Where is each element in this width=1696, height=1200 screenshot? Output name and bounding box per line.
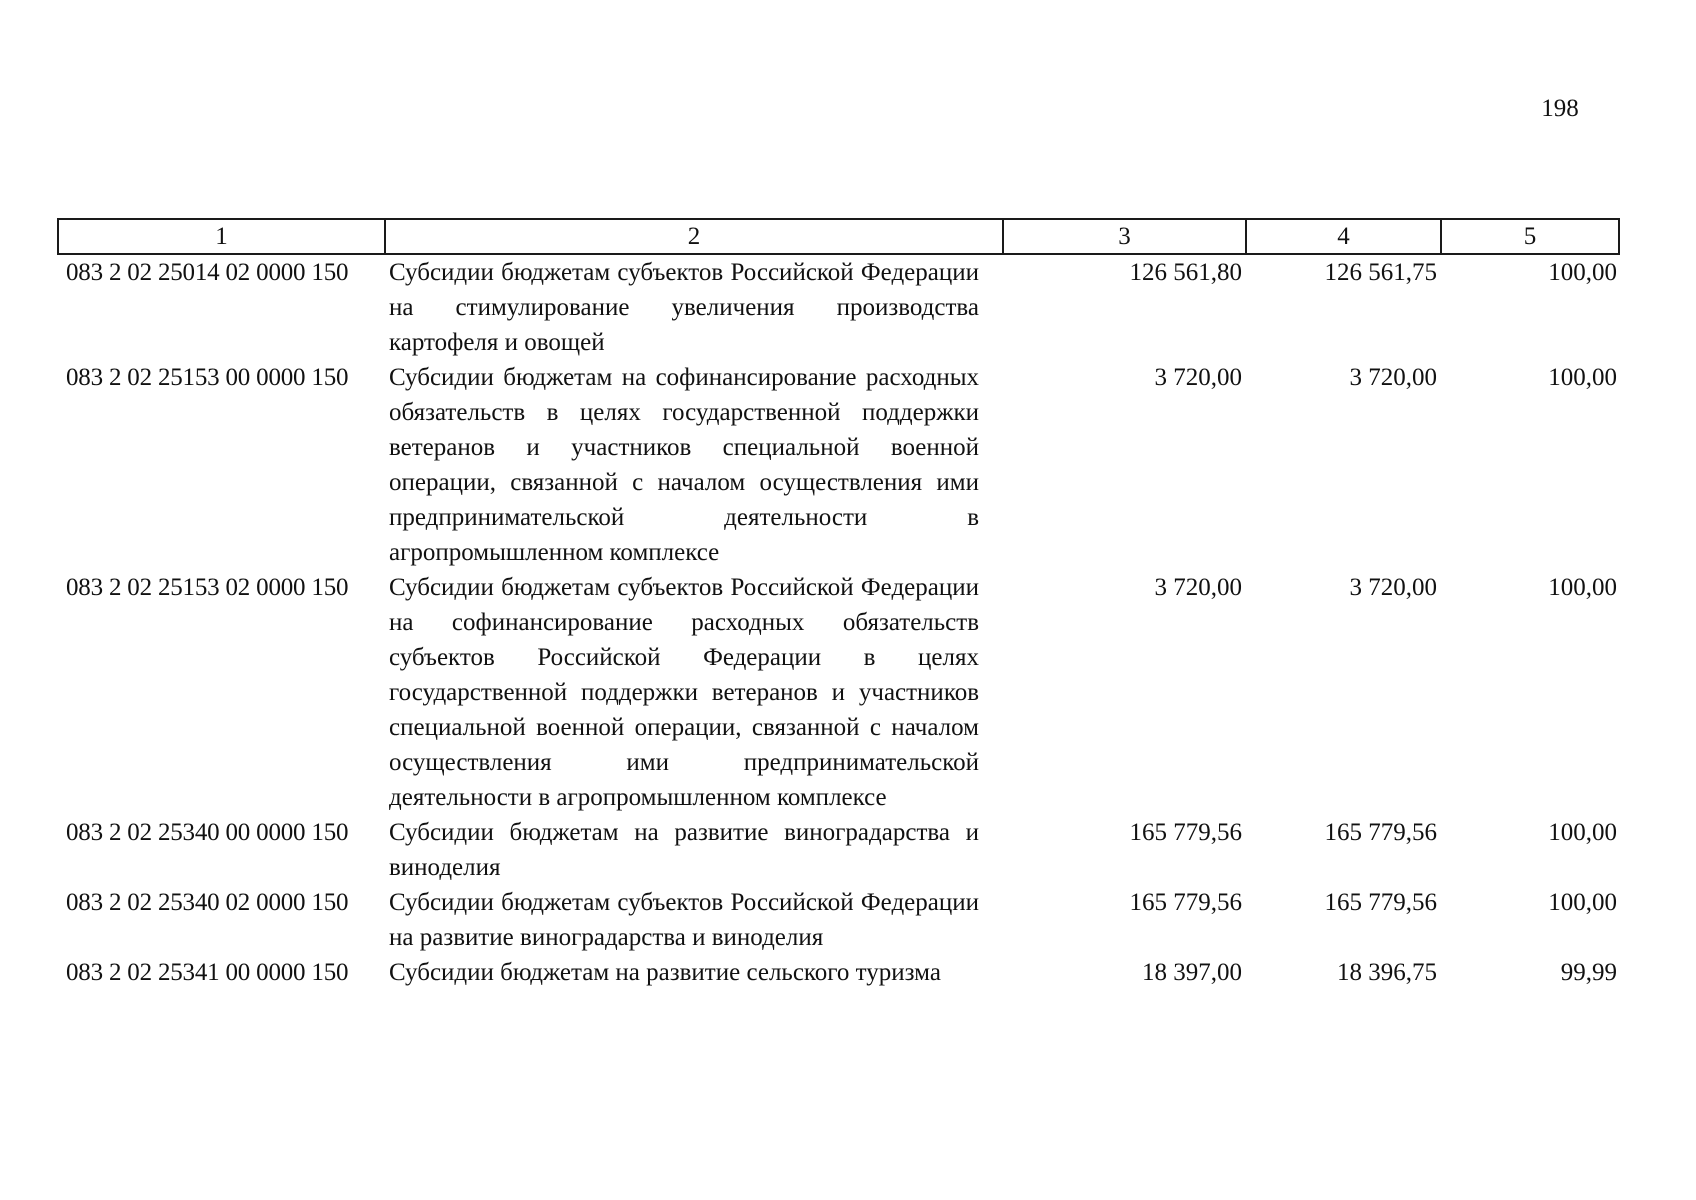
value-col-4: 126 561,75 [1324, 259, 1437, 286]
value-col-3: 126 561,80 [1129, 259, 1242, 286]
value-col-5: 100,00 [1548, 364, 1617, 391]
table-row [58, 360, 1619, 570]
table-row [58, 254, 1619, 360]
table-header [58, 219, 1619, 254]
value-col-4: 3 720,00 [1349, 574, 1437, 601]
budget-table [57, 218, 1620, 990]
value-col-4: 3 720,00 [1349, 364, 1437, 391]
value-col-5: 100,00 [1548, 889, 1617, 916]
table-body [58, 254, 1619, 990]
page-number: 198 [1541, 95, 1579, 122]
table-row [58, 885, 1619, 955]
row-description: Субсидии бюджетам на софинансирование расходных обязательств в целях государственной поддержки ветеранов и участников специальной военной операции, связанной с началом осуществления ими предпринимательской деятельности в агропромышленном комплексе [389, 364, 979, 566]
header-col-2: 2 [385, 219, 1003, 254]
header-row [58, 219, 1619, 254]
budget-code: 083 2 02 25341 00 0000 150 [66, 959, 349, 986]
budget-code: 083 2 02 25014 02 0000 150 [66, 259, 349, 286]
budget-code: 083 2 02 25153 00 0000 150 [66, 364, 349, 391]
header-col-1: 1 [58, 219, 385, 254]
budget-code: 083 2 02 25340 02 0000 150 [66, 889, 349, 916]
header-col-5: 5 [1441, 219, 1619, 254]
value-col-5: 99,99 [1560, 959, 1617, 986]
header-col-3: 3 [1003, 219, 1246, 254]
value-col-4: 165 779,56 [1324, 819, 1437, 846]
value-col-3: 3 720,00 [1154, 364, 1242, 391]
value-col-5: 100,00 [1548, 574, 1617, 601]
value-col-4: 165 779,56 [1324, 889, 1437, 916]
row-description: Субсидии бюджетам на развитие виноградарства и виноделия [389, 819, 979, 881]
value-col-5: 100,00 [1548, 259, 1617, 286]
header-col-4: 4 [1246, 219, 1441, 254]
row-description: Субсидии бюджетам субъектов Российской Федерации на стимулирование увеличения производства картофеля и овощей [389, 259, 979, 356]
value-col-3: 165 779,56 [1129, 819, 1242, 846]
row-description: Субсидии бюджетам субъектов Российской Федерации на софинансирование расходных обязательств субъектов Российской Федерации в целях государственной поддержки ветеранов и участников специальной военной операции, связанной с началом осуществления ими предпринимательской деятельности в агропромышленном комплексе [389, 574, 979, 811]
value-col-3: 165 779,56 [1129, 889, 1242, 916]
budget-code: 083 2 02 25153 02 0000 150 [66, 574, 349, 601]
value-col-3: 3 720,00 [1154, 574, 1242, 601]
budget-code: 083 2 02 25340 00 0000 150 [66, 819, 349, 846]
row-description: Субсидии бюджетам на развитие сельского туризма [389, 959, 941, 986]
value-col-5: 100,00 [1548, 819, 1617, 846]
value-col-3: 18 397,00 [1142, 959, 1242, 986]
table-row [58, 815, 1619, 885]
value-col-4: 18 396,75 [1337, 959, 1437, 986]
table-row [58, 955, 1619, 990]
row-description: Субсидии бюджетам субъектов Российской Федерации на развитие виноградарства и виноделия [389, 889, 979, 951]
table-row [58, 570, 1619, 815]
